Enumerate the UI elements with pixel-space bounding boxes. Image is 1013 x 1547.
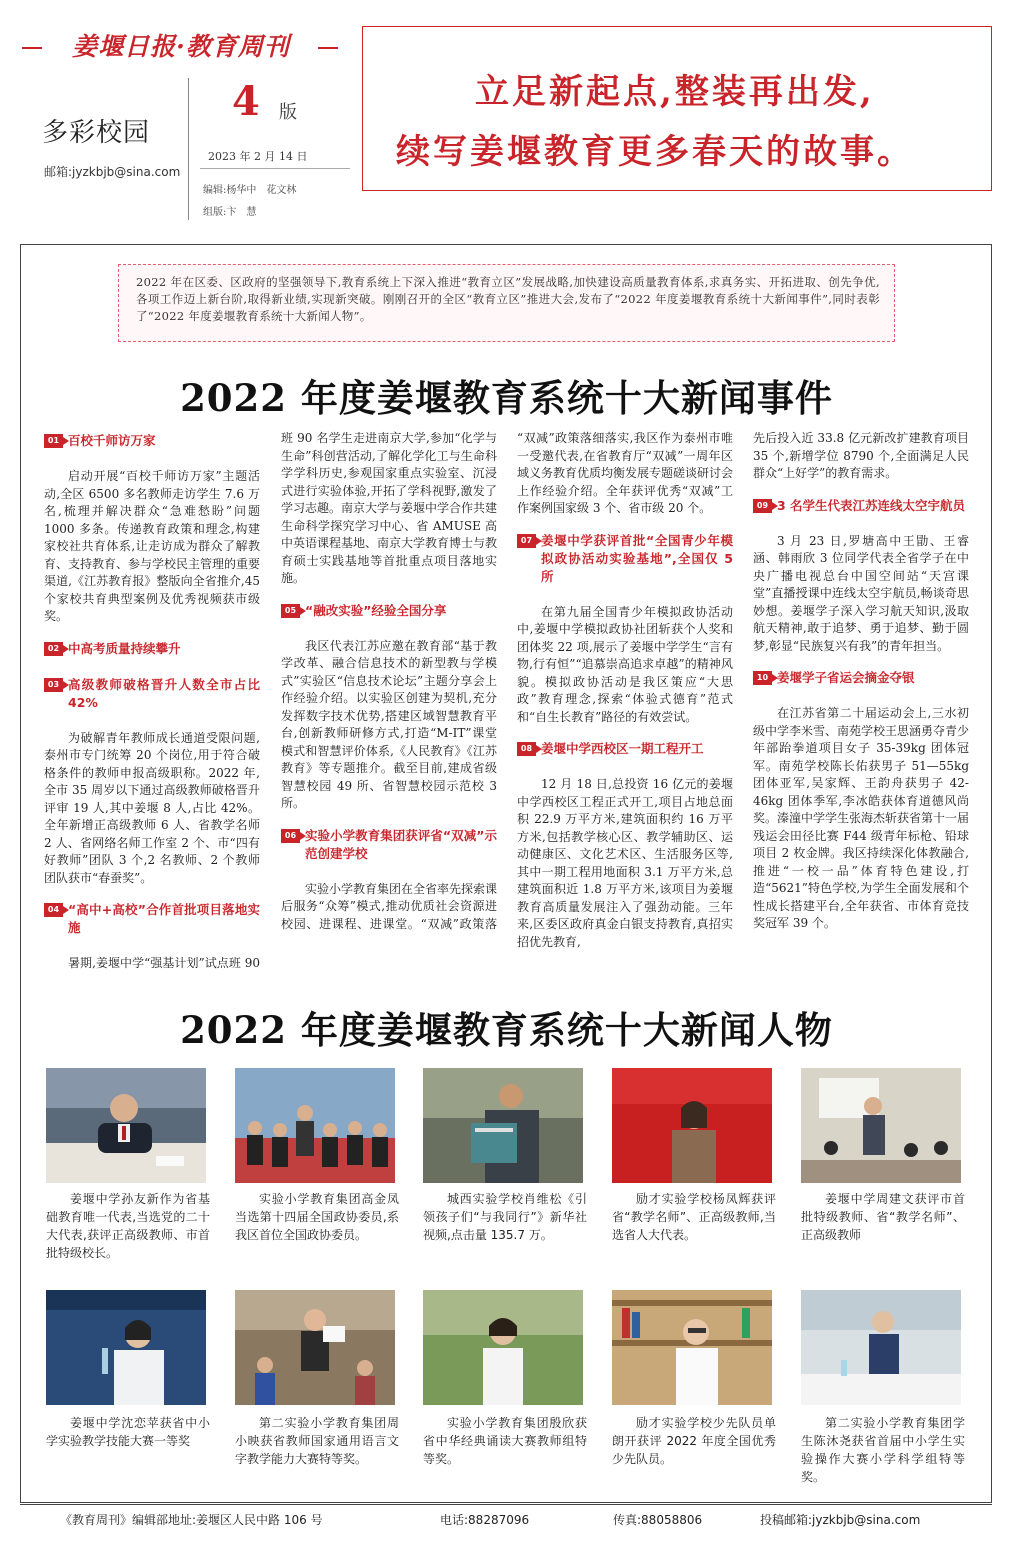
event-heading [753,669,969,687]
event-body: 3 月 23 日,罗塘高中王勖、王睿涵、韩雨欣 3 位同学代表全省学子在中央广播电视总台中国空间站“天宫课堂”直播授课中连线太空宇航员,畅谈奇思妙想。姜堰学子深入学习航天知识,汲取航天精神,敢于追梦、勇于追梦、勤于圆梦,彰显“民族复兴有我”的青年担当。 [753,533,969,653]
footer-rule [20,1504,992,1505]
event-heading [281,827,497,863]
person-caption: 实验小学教育集团高金凤当选第十四届全国政协委员,系我区首位全国政协委员。 [235,1192,399,1242]
event-number-badge: 04 [44,903,63,917]
event-title: “融改实验”经验全国分享 [305,602,447,618]
page-number: 4 [232,78,260,125]
event-heading [44,432,260,450]
event-body: 为破解青年教师成长通道受限问题,泰州市专门统筹 20 个岗位,用于符合破格条件的教师申报高级职称。2022 年,全市 35 周岁以下通过高级教师破格晋升评审 19 人,其中姜堰 8 人,占比 42%。全年新增正高级教师 6 人、省教学名师 2 人、省网络名师工作室 2 个、市“四有好教师”团队 3 个,2 名教师、2 个教师团队获市“春蚕奖”。 [44,730,260,885]
event-heading [517,740,733,758]
event-body-continued: 先后投入近 33.8 亿元新改扩建教育项目 35 个,新增学位 8790 个,全面满足人民群众“上好学”的教育需求。 [753,431,969,480]
event-title: 中高考质量持续攀升 [68,640,181,656]
intro-text: 2022 年在区委、区政府的坚强领导下,教育系统上下深入推进“教育立区”发展战略,加快建设高质量教育体系,求真务实、开拓进取、创先争优,各项工作迈上新台阶,取得新业绩,实现新突破。刚刚召开的全区“教育立区”推进大会,发布了“2022 年度姜堰教育系统十大新闻事件”,同时表彰了“2022 年度姜堰教育系统十大新闻人物”。 [136,275,880,323]
event-body: 在第九届全国青少年模拟政协活动中,姜堰中学模拟政协社团斩获个人奖和团体奖 22 项,展示了姜堰中学学生“言有物,行有恒”“追慕崇高追求卓越”的精神风貌。模拟政协活动是我区策应“大思政”教育理念,探索“体验式德育”范式和“自生长教育”路径的有效尝试。 [517,604,733,724]
event-number-badge: 09 [753,499,772,513]
slogan-line-1: 立足新起点,整装再出发, [475,72,875,112]
person-caption: 励才实验学校杨凤辉获评省“教学名师”、正高级教师,当选省人大代表。 [612,1192,776,1242]
event-body: 启动开展“百校千师访万家”主题活动,全区 6500 多名教师走访学生 7.6 万名,梳理并解决群众“急难愁盼”问题 1000 多条。传递教育政策和理念,构建家校社共育体系,让走访成为群众了解教育、支持教育、参与学校民主管理的重要渠道,《江苏教育报》整版向全省推介,45 个家校共育典型案例及优秀视频获市级奖。 [44,469,261,623]
footer-fax: 传真:88058806 [613,1513,703,1527]
person-caption: 姜堰中学孙友新作为省基础教育唯一代表,当选党的二十大代表,获评正高级教师、市首批特级校长。 [46,1192,210,1260]
woman-red-banner-photo [612,1068,772,1183]
event-heading [281,602,497,620]
event-body: 我区代表江苏应邀在教育部“基于教学改革、融合信息技术的新型教与学模式”实验区“信息技术论坛”主题分享会上作经验介绍。以实验区创建为契机,充分发挥数字技术优势,搭建区域智慧教育平台,创新教师研修方式,打造“M-IT”课堂模式和智慧评价体系,《人民教育》《江苏教育》等专题推介。截至目前,建成省级智慧校园 49 所、省智慧校园示范校 3 所。 [281,638,497,810]
masthead-email: 邮箱:jyzkbjb@sina.com [44,165,181,179]
event-body: 在江苏省第二十届运动会上,三水初级中学李米雪、南苑学校王思涵勇夺青少年部跆拳道项目女子 35-39kg 团体冠军。南苑学校陈长佑获男子 51—55kg 团体亚军,吴家辉、王韵舟获男子 42-46kg 团体季军,李冰皓获体育道德风尚奖。溱潼中学学生张海杰斩获省第十一届残运会田径比赛 F44 级青年标枪、铅球项目 2 枚金牌。我区持续深化体教融合,推进“一校一品”体育特色建设,打造“5621”特色学校,为学生全面发展和个性成长搭建平台,全年获省、市体育竞技奖冠军 39 个。 [753,706,970,930]
section-name: 多彩校园 [42,118,151,148]
footer-phone: 电话:88287096 [440,1513,530,1527]
man-reading-photo [423,1068,583,1183]
person-caption: 城西实验学校肖维松《引领孩子们“与我同行”》新华社视频,点击量 135.7 万。 [423,1192,587,1242]
masthead-rule [200,168,350,169]
masthead-divider [188,78,189,220]
person-caption: 励才实验学校少先队员单朗开获评 2022 年度全国优秀少先队员。 [612,1416,776,1466]
event-number-badge: 08 [517,742,536,756]
event-number-badge: 06 [281,829,300,843]
woman-outdoor-photo [423,1290,583,1405]
boy-bookshelf-photo [612,1290,772,1405]
events-column-3 [517,430,733,951]
events-title: 2022 年度姜堰教育系统十大新闻事件 [180,376,833,420]
events-column-2 [281,430,497,933]
event-body: 12 月 18 日,总投资 16 亿元的姜堰中学西校区工程正式开工,项目占地总面积 22.9 万平方米,建筑面积约 16 万平方米,包括教学核心区、教学辅助区、运动健康区、文化艺术区、生活服务区等,其中一期工程用地面积 3.1 万平方米,总建筑面积近 1.8 万平方米,该项目为姜堰教育高质量发展注入了强劲动能。三年来,区委区政府真金白银支持教育,真招实招优先教育, [517,777,733,949]
event-number-badge: 03 [44,678,63,692]
event-body-continued: 班 90 名学生走进南京大学,参加“化学与生命”科创营活动,了解化学化工与生命科学学科历史,参观国家重点实验室、沉浸式进行实验体验,开拓了学科视野,激发了学习志趣。南京大学与姜堰中学合作共建生命科学探究学习中心、省 AMUSE 高中英语课程基地、南京大学教育博士与教育硕士实践基地等首批重点项目落地实施。 [281,431,498,585]
person-caption: 姜堰中学沈恋苹获省中小学实验教学技能大赛一等奖 [46,1416,210,1448]
event-number-badge: 10 [753,671,772,685]
event-number-badge: 05 [281,604,300,618]
footer-address: 《教育周刊》编辑部地址:姜堰区人民中路 106 号 [60,1513,323,1527]
event-heading [44,901,260,937]
page-unit: 版 [279,102,297,123]
people-title: 2022 年度姜堰教育系统十大新闻人物 [180,1008,833,1052]
event-number-badge: 02 [44,642,63,656]
event-number-badge: 01 [44,434,63,448]
boy-lab-photo [801,1290,961,1405]
event-title: 姜堰学子省运会摘金夺银 [777,670,915,685]
event-body: 实验小学教育集团在全省率先探索课后服务“众筹”模式,推动优质社会资源进校园、进课程、进课堂。“双减”政策落 [281,881,497,931]
event-number-badge: 07 [517,534,536,548]
event-heading [517,532,733,586]
editor-credit: 编辑:杨华中 花文林 [203,185,297,196]
issue-date: 2023 年 2 月 14 日 [208,150,308,163]
brand-rule-right [318,47,338,49]
layout-credit: 组版:卞 慧 [203,207,257,218]
event-body-continued: “双减”政策落细落实,我区作为泰州市唯一受邀代表,在省教育厅“双减”一周年区域义务教育优质均衡发展专题磋谈研讨会上作经验介绍。全年获评优秀“双减”工作案例国家级 3 个、省市级 20 个。 [517,431,734,515]
event-title: 实验小学教育集团获评省“双减”示范创建学校 [305,827,497,861]
slogan-line-2: 续写姜堰教育更多春天的故事。 [396,132,914,172]
event-body: 暑期,姜堰中学“强基计划”试点班 90 [68,956,260,970]
event-title: “高中+高校”合作首批项目落地实施 [68,902,260,935]
events-column-1 [44,430,260,973]
lab-experiment-photo [46,1290,206,1405]
footer-email: 投稿邮箱:jyzkbjb@sina.com [760,1513,921,1527]
children-group-photo [235,1068,395,1183]
event-heading [753,497,969,515]
event-title: 姜堰中学获评首批“全国青少年模拟政协活动实验基地”,全国仅 5 所 [541,532,733,584]
brand-title: 姜堰日报·教育周刊 [72,32,290,61]
person-caption: 第二实验小学教育集团学生陈沐尧获省首届中小学生实验操作大赛小学科学组特等奖。 [801,1416,965,1484]
event-title: 姜堰中学西校区一期工程开工 [541,741,704,756]
event-heading [44,676,260,712]
masthead [0,0,1013,228]
event-title: 百校千师访万家 [68,433,156,448]
person-caption: 第二实验小学教育集团周小映获省教师国家通用语言文字教学能力大赛特等奖。 [235,1416,399,1466]
events-column-4 [753,430,969,933]
person-caption: 姜堰中学周建文获评市首批特级教师、省“教学名师”、正高级教师 [801,1192,965,1242]
event-title: 3 名学生代表江苏连线太空宇航员 [777,497,966,513]
event-title: 高级教师破格晋升人数全市占比 42% [68,676,260,710]
teacher-students-photo [235,1290,395,1405]
teacher-classroom-photo [801,1068,961,1183]
person-caption: 实验小学教育集团殷欣获省中华经典诵读大赛教师组特等奖。 [423,1416,587,1466]
event-heading [44,640,260,658]
person-at-desk-photo [46,1068,206,1183]
